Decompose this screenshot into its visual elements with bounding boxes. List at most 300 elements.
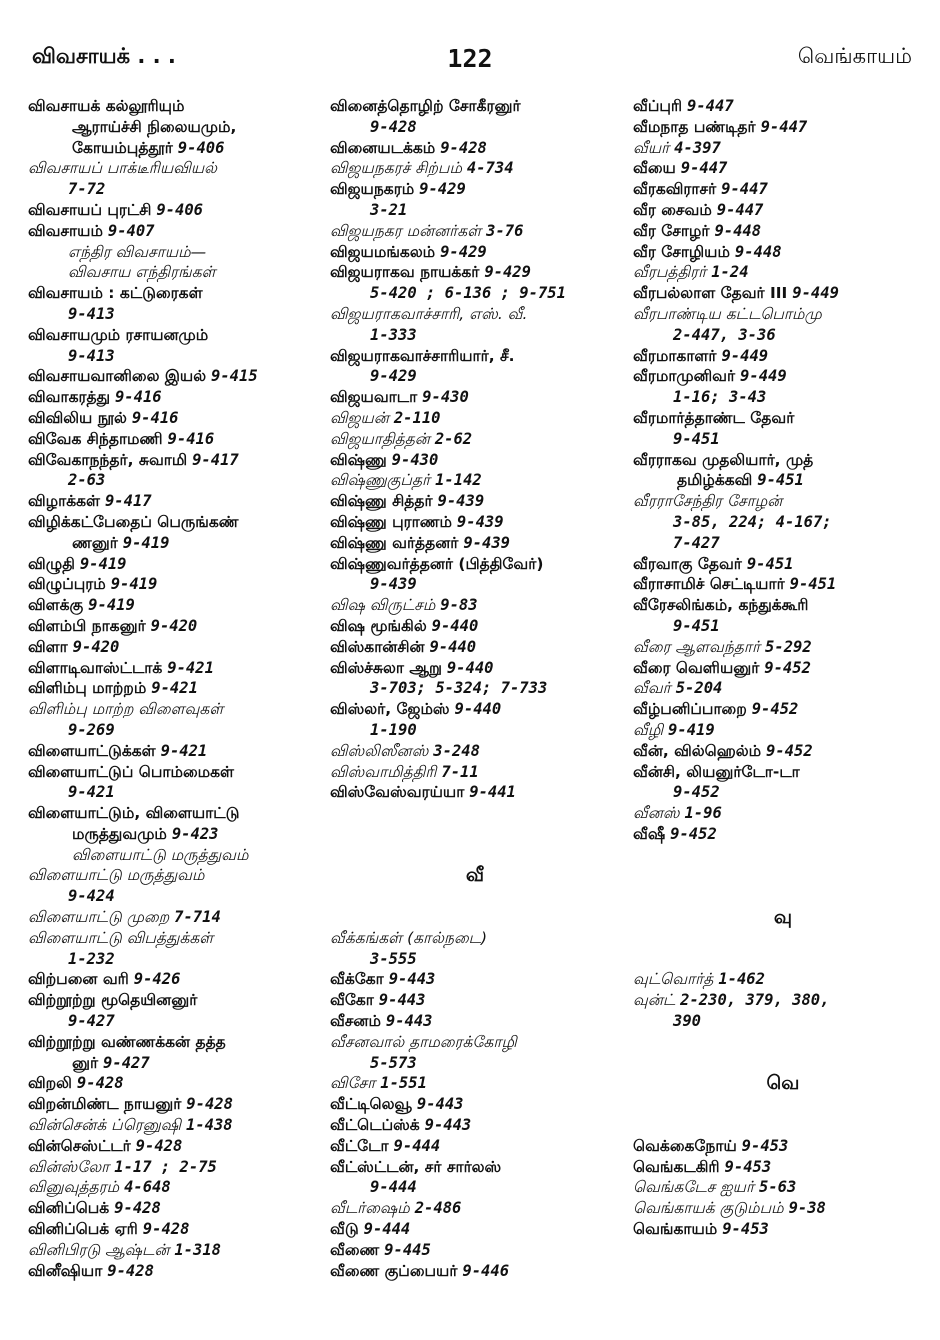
entry-term: தமிழ்க்கவி: [677, 471, 753, 490]
index-entry: [633, 429, 933, 450]
entry-reference: 9-451: [789, 575, 837, 594]
entry-reference: 9-415: [211, 367, 258, 386]
index-entry: [330, 637, 620, 658]
entry-reference: 9-430: [422, 388, 469, 407]
index-entry: [330, 366, 620, 387]
entry-reference: 9-269: [68, 720, 115, 739]
index-entry: [330, 1261, 620, 1282]
index-entry: [28, 720, 318, 741]
index-entry: [330, 533, 620, 554]
entry-reference: 2-110: [393, 408, 441, 427]
index-entry: [330, 1136, 620, 1157]
section-heading: வெ: [766, 1072, 800, 1095]
index-entry: [330, 138, 620, 159]
entry-term: வீராசாமிச் செட்டியார்: [633, 575, 785, 594]
entry-reference: 9-441: [469, 783, 516, 802]
index-entry: [28, 949, 318, 970]
entry-term: விளிம்பு மாற்றம்: [28, 679, 147, 698]
index-entry: [330, 200, 620, 221]
index-entry: [28, 574, 318, 595]
spacer: [330, 803, 620, 824]
entry-term: வின்செஸ்ட்டர்: [28, 1136, 131, 1155]
entry-term: வீர சைவம்: [633, 200, 712, 219]
running-head-left: விவசாயக் . . .: [32, 44, 176, 68]
entry-term: வினிபிரடு ஆஷ்டன்: [28, 1240, 170, 1259]
entry-term: வீழி: [633, 720, 664, 739]
index-entry: [633, 1011, 933, 1032]
entry-term: விழாக்கள்: [28, 492, 101, 511]
entry-term: வீட்டிலெவூ: [330, 1095, 412, 1114]
entry-reference: 2-230, 379, 380,: [680, 991, 830, 1010]
entry-term: னுர்: [72, 1053, 99, 1072]
index-entry: [633, 512, 933, 533]
index-entry: [330, 1240, 620, 1261]
index-entry: [330, 1032, 620, 1053]
index-entry: [330, 658, 620, 679]
entry-term: விற்றூற்று வண்ணக்கன் தத்த: [28, 1032, 226, 1051]
index-entry: [28, 865, 318, 886]
entry-reference: 9-428: [76, 1074, 124, 1093]
entry-reference: 9-451: [673, 616, 720, 635]
entry-reference: 9-421: [151, 679, 198, 698]
index-entry: [28, 200, 318, 221]
entry-reference: 9-445: [384, 1240, 431, 1259]
entry-reference: 7-714: [174, 908, 221, 927]
entry-reference: 9-419: [668, 720, 715, 739]
entry-term: விசோ: [330, 1074, 376, 1093]
index-entry: [633, 470, 933, 491]
entry-term: விஜயராகவ நாயக்கர்: [330, 263, 480, 282]
index-entry: [28, 1219, 318, 1240]
entry-term: வீக்கங்கள் (கால்நடை): [330, 928, 487, 947]
entry-term: விளக்கு: [28, 596, 84, 615]
index-entry: [330, 470, 620, 491]
index-entry: [28, 1198, 318, 1219]
index-entry: [633, 1177, 933, 1198]
entry-reference: 9-428: [135, 1136, 183, 1155]
entry-reference: 9-448: [734, 242, 782, 261]
entry-term: விஷ்ணு வர்த்தனர்: [330, 533, 459, 552]
entry-term: வீரராசேந்திர சோழன்: [633, 492, 783, 511]
entry-reference: 9-38: [788, 1199, 826, 1218]
index-entry: [330, 595, 620, 616]
spacer: [633, 1094, 933, 1115]
entry-term: வீட்டோ: [330, 1136, 389, 1155]
entry-reference: 9-429: [419, 180, 466, 199]
entry-reference: 9-413: [68, 346, 115, 365]
entry-reference: 5-204: [675, 679, 723, 698]
entry-reference: 7-72: [68, 180, 106, 199]
index-entry: [633, 990, 933, 1011]
entry-reference: 9-444: [370, 1178, 417, 1197]
entry-term: விவசாயம் : கட்டுரைகள்: [28, 284, 203, 303]
entry-reference: 9-443: [388, 970, 436, 989]
entry-term: வீப்புரி: [633, 97, 683, 115]
entry-term: விவசாயவானிலை இயல்: [28, 367, 207, 386]
index-entry: [28, 658, 318, 679]
entry-reference: 2-486: [414, 1199, 462, 1218]
entry-reference: 9-421: [167, 658, 214, 677]
index-entry: [330, 325, 620, 346]
entry-term: வீனஸ்: [633, 804, 680, 823]
index-entry: [330, 949, 620, 970]
entry-reference: 3-21: [370, 200, 408, 219]
index-entry: [28, 886, 318, 907]
entry-term: விறலி: [28, 1074, 72, 1093]
entry-term: விஜயாதித்தன்: [330, 429, 430, 448]
index-entry: [28, 533, 318, 554]
index-entry: [28, 1240, 318, 1261]
index-entry: [28, 429, 318, 450]
index-entry: [28, 637, 318, 658]
spacer: [633, 845, 933, 866]
index-entry: [330, 304, 620, 325]
index-entry: [330, 1115, 620, 1136]
entry-reference: 9-440: [431, 616, 479, 635]
entry-term: கோயம்புத்தூர்: [72, 138, 173, 157]
entry-reference: 9-443: [416, 1095, 464, 1114]
index-entry: [330, 1011, 620, 1032]
index-entry: [633, 595, 933, 616]
entry-term: வீசனம்: [330, 1012, 381, 1031]
index-entry: [330, 554, 620, 575]
entry-term: வீரகவிராசர்: [633, 180, 717, 199]
entry-term: விஜயநகர மன்னர்கள்: [330, 221, 482, 240]
entry-term: விஷ்ணு புராணம்: [330, 512, 452, 531]
entry-term: வீரமார்த்தாண்ட தேவர்: [633, 408, 795, 427]
entry-reference: 9-444: [363, 1220, 411, 1239]
entry-reference: 9-420: [150, 616, 198, 635]
entry-term: விஸ்வாமித்திரி: [330, 762, 437, 781]
entry-term: வீட்டெப்ஸ்க்: [330, 1116, 420, 1135]
entry-term: விவேக சிந்தாமணி: [28, 429, 163, 448]
index-entry: [633, 741, 933, 762]
spacer: [633, 928, 933, 949]
index-entry: [28, 387, 318, 408]
entry-term: விஸ்கான்சின்: [330, 637, 425, 656]
index-entry: [330, 574, 620, 595]
index-entry: [28, 96, 318, 117]
index-entry: [28, 1157, 318, 1178]
index-entry: [330, 969, 620, 990]
index-entry: [330, 408, 620, 429]
entry-term: விவேகாநந்தர், சுவாமி: [28, 450, 188, 469]
index-entry: [633, 221, 933, 242]
entry-reference: 9-452: [670, 824, 717, 843]
index-entry: [633, 346, 933, 367]
index-entry: [28, 138, 318, 159]
spacer: [633, 949, 933, 970]
entry-term: ஆராய்ச்சி நிலையமும்,: [72, 117, 237, 136]
index-entry: [28, 824, 318, 845]
entry-reference: 9-419: [122, 533, 170, 552]
entry-reference: 9-439: [437, 492, 485, 511]
entry-reference: 3-85, 224; 4-167;: [673, 512, 832, 531]
spacer: [330, 824, 620, 845]
entry-reference: 9-428: [142, 1220, 190, 1239]
index-entry: [28, 595, 318, 616]
entry-reference: 9-439: [370, 575, 417, 594]
index-entry: [330, 117, 620, 138]
entry-reference: 9-406: [156, 200, 203, 219]
entry-reference: 9-428: [114, 1199, 161, 1218]
entry-term: வெங்காயம்: [633, 1220, 718, 1239]
index-entry: [330, 179, 620, 200]
entry-reference: 9-443: [424, 1116, 472, 1135]
index-entry: [633, 366, 933, 387]
entry-reference: 9-448: [714, 221, 762, 240]
entry-term: வீழ்பனிப்பாறை: [633, 700, 747, 719]
entry-reference: 9-449: [740, 367, 787, 386]
entry-term: விஜயராகவாச்சாரி, எஸ். வீ.: [330, 304, 528, 323]
spacer: [633, 865, 933, 886]
entry-term: வீரபத்திரர்: [633, 263, 707, 282]
entry-reference: 9-416: [114, 388, 162, 407]
index-entry: [28, 699, 318, 720]
entry-term: வின்சென்க் ப்ரெனுஷி: [28, 1116, 182, 1135]
entry-term: மருத்துவமும்: [72, 824, 167, 843]
index-entry: [330, 387, 620, 408]
entry-term: விறன்மிண்ட நாயனுர்: [28, 1095, 182, 1114]
index-entry: [28, 1177, 318, 1198]
entry-reference: 9-420: [72, 637, 120, 656]
entry-reference: 9-447: [687, 97, 734, 115]
entry-reference: 7-427: [673, 533, 720, 552]
entry-reference: 1-16; 3-43: [673, 388, 767, 407]
entry-term: விளையாட்டு மருத்துவம்: [28, 866, 205, 885]
entry-term: வீரபல்லாள தேவர் III: [633, 284, 788, 303]
entry-reference: 5-63: [759, 1178, 797, 1197]
index-entry: [28, 158, 318, 179]
entry-reference: 9-416: [167, 429, 215, 448]
entry-term: விஸ்லர், ஜேம்ஸ்: [330, 700, 450, 719]
entry-reference: 9-447: [716, 200, 764, 219]
entry-reference: 7-11: [441, 762, 479, 781]
entry-term: விஸ்வேஸ்வரய்யா: [330, 783, 465, 802]
entry-reference: 9-429: [370, 367, 417, 386]
entry-term: வீர சோழர்: [633, 221, 710, 240]
index-entry: [633, 96, 933, 117]
entry-reference: 9-421: [68, 783, 115, 802]
entry-term: விஜயநகரச் சிற்பம்: [330, 159, 462, 178]
index-entry: [633, 179, 933, 200]
index-entry: [330, 450, 620, 471]
entry-reference: 9-444: [393, 1136, 441, 1155]
index-entry: [28, 1011, 318, 1032]
index-entry: [633, 158, 933, 179]
index-entry: [28, 242, 318, 263]
entry-reference: 1-142: [435, 471, 482, 490]
index-entry: [633, 325, 933, 346]
index-column-2: [330, 96, 620, 1281]
index-entry: [633, 699, 933, 720]
section-heading: வு: [773, 906, 793, 929]
entry-term: விளையாட்டுக்கள்: [28, 741, 156, 760]
entry-reference: 1-318: [174, 1240, 222, 1259]
index-entry: [330, 1157, 620, 1178]
spacer: [633, 886, 933, 907]
entry-term: வினைத்தொழிற் சோகீரனுர்: [330, 97, 521, 115]
index-entry: [28, 221, 318, 242]
entry-term: விஜயன்: [330, 408, 389, 427]
index-entry: [28, 325, 318, 346]
entry-reference: 9-453: [741, 1136, 789, 1155]
entry-reference: 3-703; 5-324; 7-733: [370, 679, 548, 698]
entry-reference: 9-426: [133, 970, 181, 989]
index-entry: [28, 678, 318, 699]
index-entry: [330, 762, 620, 783]
entry-reference: 9-452: [764, 658, 811, 677]
entry-term: எந்திர விவசாயம்—: [68, 242, 207, 261]
index-entry: [330, 1053, 620, 1074]
entry-term: வெங்கடேச ஐயர்: [633, 1178, 755, 1197]
index-entry: [330, 491, 620, 512]
entry-term: வீஷீ: [633, 824, 666, 843]
spacer: [633, 1032, 933, 1053]
spacer: [633, 1053, 933, 1074]
entry-term: விளையாட்டு மருத்துவம்: [72, 845, 249, 864]
index-entry: [28, 1053, 318, 1074]
entry-term: விளையாட்டுப் பொம்மைகள்: [28, 762, 234, 781]
entry-term: விற்றூற்று மூதெயினனுர்: [28, 991, 198, 1010]
entry-reference: 1-333: [370, 325, 417, 344]
index-entry: [633, 782, 933, 803]
index-entry: [28, 762, 318, 783]
index-entry: [633, 574, 933, 595]
index-entry: [28, 782, 318, 803]
entry-term: விற்பனை வரி: [28, 970, 129, 989]
entry-reference: 9-429: [484, 263, 531, 282]
index-entry: [633, 678, 933, 699]
index-entry: [28, 1073, 318, 1094]
index-entry: [28, 283, 318, 304]
index-entry: [633, 262, 933, 283]
entry-term: வீயை: [633, 159, 676, 178]
index-entry: [28, 616, 318, 637]
index-entry: [330, 720, 620, 741]
index-entry: [28, 1094, 318, 1115]
entry-reference: 9-419: [88, 596, 135, 615]
entry-reference: 9-453: [722, 1220, 769, 1239]
entry-reference: 9-452: [673, 783, 720, 802]
entry-reference: 4-734: [466, 159, 514, 178]
entry-term: வீசனவால் தாமரைக்கோழி: [330, 1032, 517, 1051]
entry-term: வீடர்ஷைம்: [330, 1199, 410, 1218]
index-entry: [330, 782, 620, 803]
entry-term: வினையடக்கம்: [330, 138, 436, 157]
entry-reference: 9-453: [724, 1157, 772, 1176]
index-entry: [28, 366, 318, 387]
entry-reference: 4-648: [124, 1178, 171, 1197]
entry-term: வீரபாண்டிய கட்டபொம்மு: [633, 304, 822, 323]
entry-reference: 9-439: [456, 512, 504, 531]
entry-term: வீன், வில்ஹெல்ம்: [633, 741, 762, 760]
entry-term: விளையாட்டும், விளையாட்டு: [28, 804, 240, 823]
entry-reference: 9-417: [192, 450, 239, 469]
index-entry: [330, 262, 620, 283]
index-entry: [633, 803, 933, 824]
entry-reference: 9-428: [186, 1095, 233, 1114]
entry-reference: 1-232: [68, 949, 115, 968]
index-entry: [28, 1261, 318, 1282]
index-entry: [633, 408, 933, 429]
entry-term: வீன்சி, லியனுர்டோ-டா: [633, 762, 800, 781]
entry-reference: 9-407: [107, 221, 155, 240]
index-entry: [330, 1177, 620, 1198]
entry-term: விளிம்பு மாற்ற விளைவுகள்: [28, 700, 224, 719]
entry-term: விளாடிவாஸ்ட்டாக்: [28, 658, 163, 677]
entry-reference: 3-248: [433, 741, 480, 760]
index-entry: [633, 969, 933, 990]
entry-reference: 3-555: [370, 949, 417, 968]
entry-term: வினீஷியா: [28, 1261, 103, 1280]
entry-term: விவாகரத்து: [28, 388, 111, 407]
entry-reference: 9-424: [68, 887, 115, 906]
entry-reference: 9-452: [766, 741, 813, 760]
entry-reference: 9-83: [440, 596, 478, 615]
entry-term: வினிப்பெக்: [28, 1199, 110, 1218]
index-entry: [633, 824, 933, 845]
entry-term: வீமநாத பண்டிதர்: [633, 117, 756, 136]
index-entry: [28, 491, 318, 512]
index-entry: [633, 554, 933, 575]
index-entry: [28, 117, 318, 138]
entry-term: விளம்பி நாகனுர்: [28, 616, 146, 635]
index-entry: [330, 1094, 620, 1115]
entry-term: விவசாயமும் ரசாயனமும்: [28, 325, 209, 344]
spacer: [633, 1115, 933, 1136]
entry-term: வீவர்: [633, 679, 671, 698]
entry-term: வீரை வெளியனுர்: [633, 658, 760, 677]
entry-term: வினிப்பெக் ஏரி: [28, 1220, 138, 1239]
index-entry: [633, 387, 933, 408]
entry-term: விஸ்லிஸீனஸ்: [330, 741, 429, 760]
entry-reference: 9-449: [792, 284, 839, 303]
entry-reference: 9-429: [440, 242, 487, 261]
entry-reference: 1-17 ; 2-75: [114, 1157, 217, 1176]
entry-reference: 1-551: [380, 1074, 427, 1093]
entry-reference: 1-24: [711, 263, 749, 282]
entry-reference: 9-439: [463, 533, 510, 552]
index-entry: [330, 96, 620, 117]
entry-term: வீரமாகாளர்: [633, 346, 717, 365]
entry-reference: 1-438: [185, 1116, 233, 1135]
entry-reference: 9-423: [171, 824, 219, 843]
entry-term: விஷ்ணுவர்த்தனர் (பித்திவேர்): [330, 554, 544, 573]
entry-reference: 9-440: [429, 637, 477, 656]
index-entry: [28, 470, 318, 491]
entry-term: விவசாயப் பாக்டீரியவியல்: [28, 159, 218, 178]
index-column-1: [28, 96, 318, 1281]
entry-term: விவசாயம்: [28, 221, 103, 240]
entry-term: வீரராகவ முதலியார், முத்: [633, 450, 814, 469]
index-entry: [330, 1073, 620, 1094]
entry-reference: 4-397: [674, 138, 721, 157]
entry-term: வெங்கடகிரி: [633, 1157, 720, 1176]
entry-term: வெங்காயக் குடும்பம்: [633, 1199, 784, 1218]
entry-term: விஷ்ணு சித்தர்: [330, 492, 433, 511]
index-entry: [330, 221, 620, 242]
index-column-3: [633, 96, 933, 1240]
index-entry: [330, 1219, 620, 1240]
entry-term: வீரேசலிங்கம், கந்துக்கூரி: [633, 596, 809, 615]
entry-reference: 2-63: [68, 471, 106, 490]
entry-reference: 9-430: [391, 450, 439, 469]
entry-term: விழிக்கட்பேதைப் பெருங்கண்: [28, 512, 239, 531]
entry-term: விவசாயக் கல்லூரியும்: [28, 97, 185, 115]
entry-reference: 9-419: [110, 575, 158, 594]
entry-term: வீர சோழியம்: [633, 242, 730, 261]
